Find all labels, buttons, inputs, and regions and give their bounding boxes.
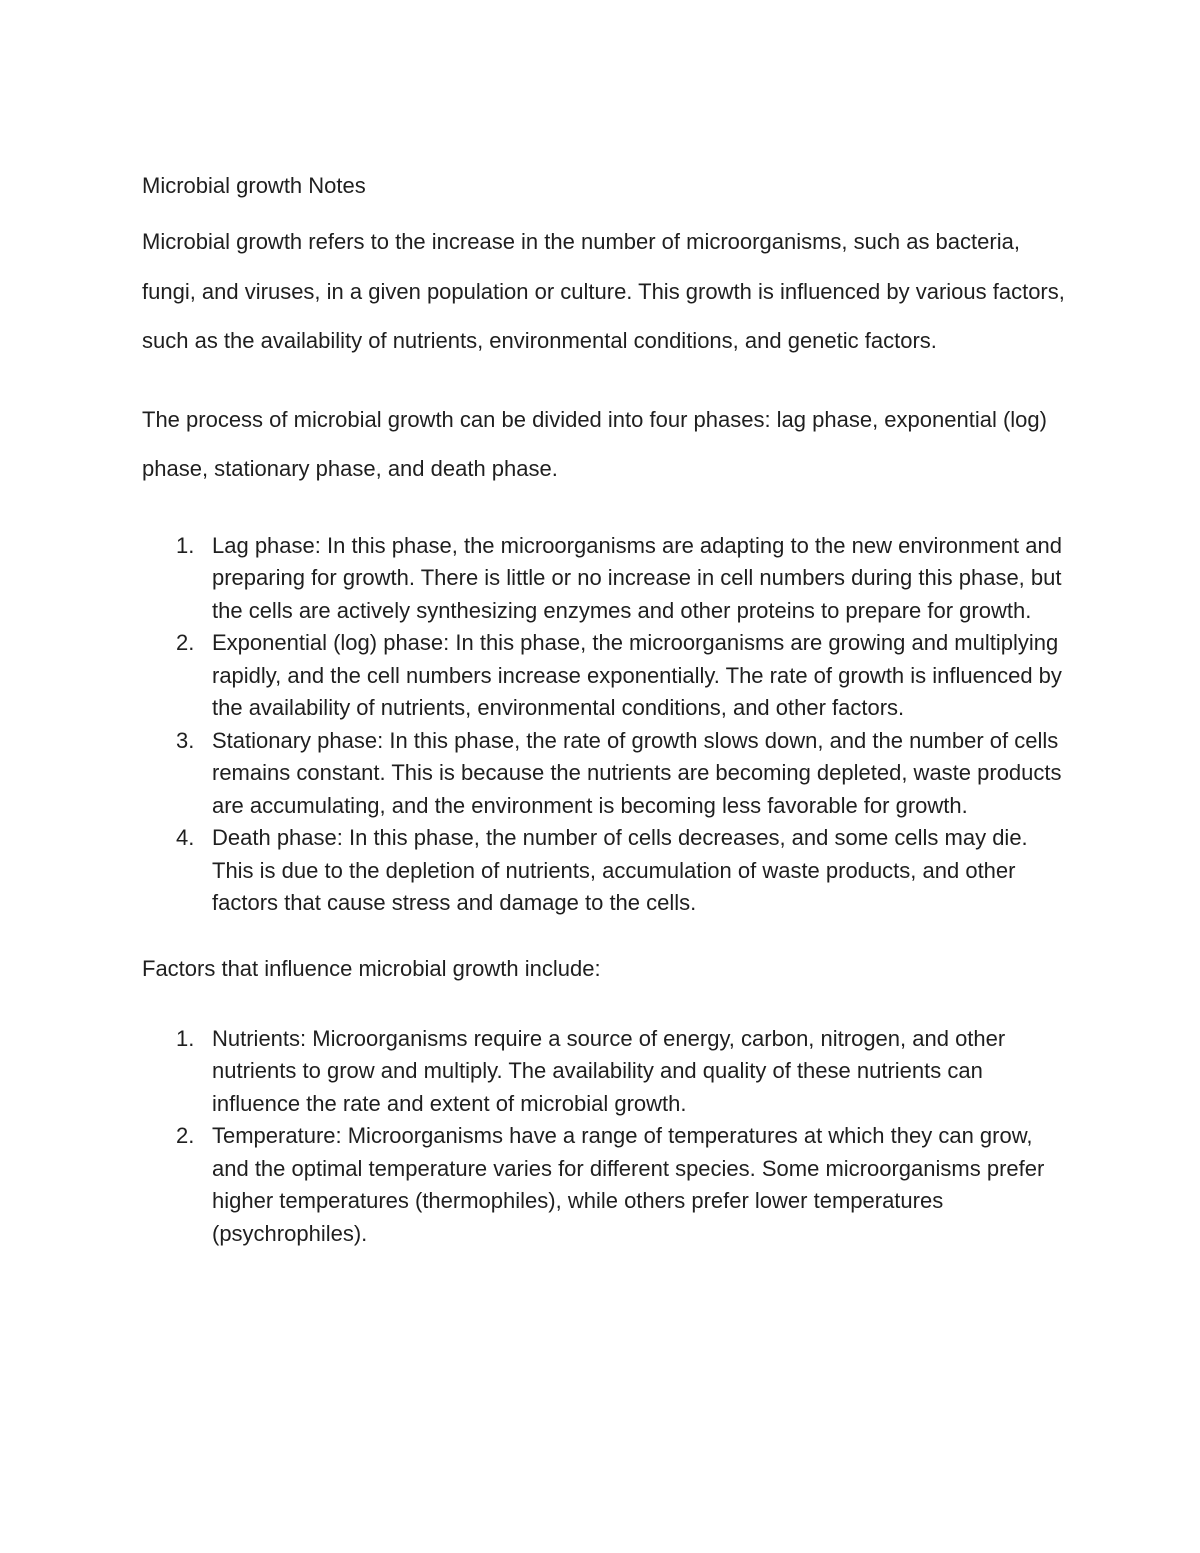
list-item-text: Lag phase: In this phase, the microorganisms are adapting to the new environment and preparing for growth. There is little or no increase in cell numbers during this phase, but the cells are actively synthesizing enzymes and other proteins to prepare for growth. xyxy=(212,532,1062,623)
list-item xyxy=(142,1023,1072,1121)
list-item-text: Temperature: Microorganisms have a range of temperatures at which they can grow, and the optimal temperature varies for different species. Some microorganisms prefer higher temperatures (thermophiles), while others prefer lower temperatures (psychrophiles). xyxy=(212,1123,1045,1246)
list-item xyxy=(142,530,1072,628)
factors-list xyxy=(142,1023,1072,1251)
list-item-text: Stationary phase: In this phase, the rate of growth slows down, and the number of cells remains constant. This is because the nutrients are becoming depleted, waste products are accumulating, and the environment is becoming less favorable for growth. xyxy=(212,727,1062,818)
process-paragraph: The process of microbial growth can be divided into four phases: lag phase, exponential (log) phase, stationary phase, and death phase. xyxy=(142,406,1047,481)
document-body xyxy=(142,168,1072,1250)
list-item-text: Death phase: In this phase, the number of cells decreases, and some cells may die. This is due to the depletion of nutrients, accumulation of waste products, and other factors that cause stress and damage to the cells. xyxy=(212,825,1028,915)
list-item-number: 2. xyxy=(176,1123,195,1148)
document-title: Microbial growth Notes xyxy=(142,173,366,198)
list-item xyxy=(142,1120,1072,1250)
list-item-number: 1. xyxy=(176,1025,195,1051)
list-item-number: 2. xyxy=(176,630,195,655)
list-item-text: Nutrients: Microorganisms require a source of energy, carbon, nitrogen, and other nutrients to grow and multiply. The availability and quality of these nutrients can influence the rate and extent of microbial growth. xyxy=(212,1025,1006,1116)
list-item xyxy=(142,725,1072,823)
list-item xyxy=(142,627,1072,725)
list-item xyxy=(142,822,1072,920)
intro-paragraph: Microbial growth refers to the increase in the number of microorganisms, such as bacteria, fungi, and viruses, in a given population or culture. This growth is influenced by various factors, such as the availability of nutrients, environmental conditions, and genetic factors. xyxy=(142,229,1065,353)
factors-paragraph: Factors that influence microbial growth include: xyxy=(142,955,601,981)
list-item-number: 3. xyxy=(176,727,195,753)
phases-list xyxy=(142,530,1072,920)
list-item-text: Exponential (log) phase: In this phase, the microorganisms are growing and multiplying rapidly, and the cell numbers increase exponentially. The rate of growth is influenced by the availability of nutrients, environmental conditions, and other factors. xyxy=(212,630,1062,720)
list-item-number: 4. xyxy=(176,825,195,850)
list-item-number: 1. xyxy=(176,532,195,558)
